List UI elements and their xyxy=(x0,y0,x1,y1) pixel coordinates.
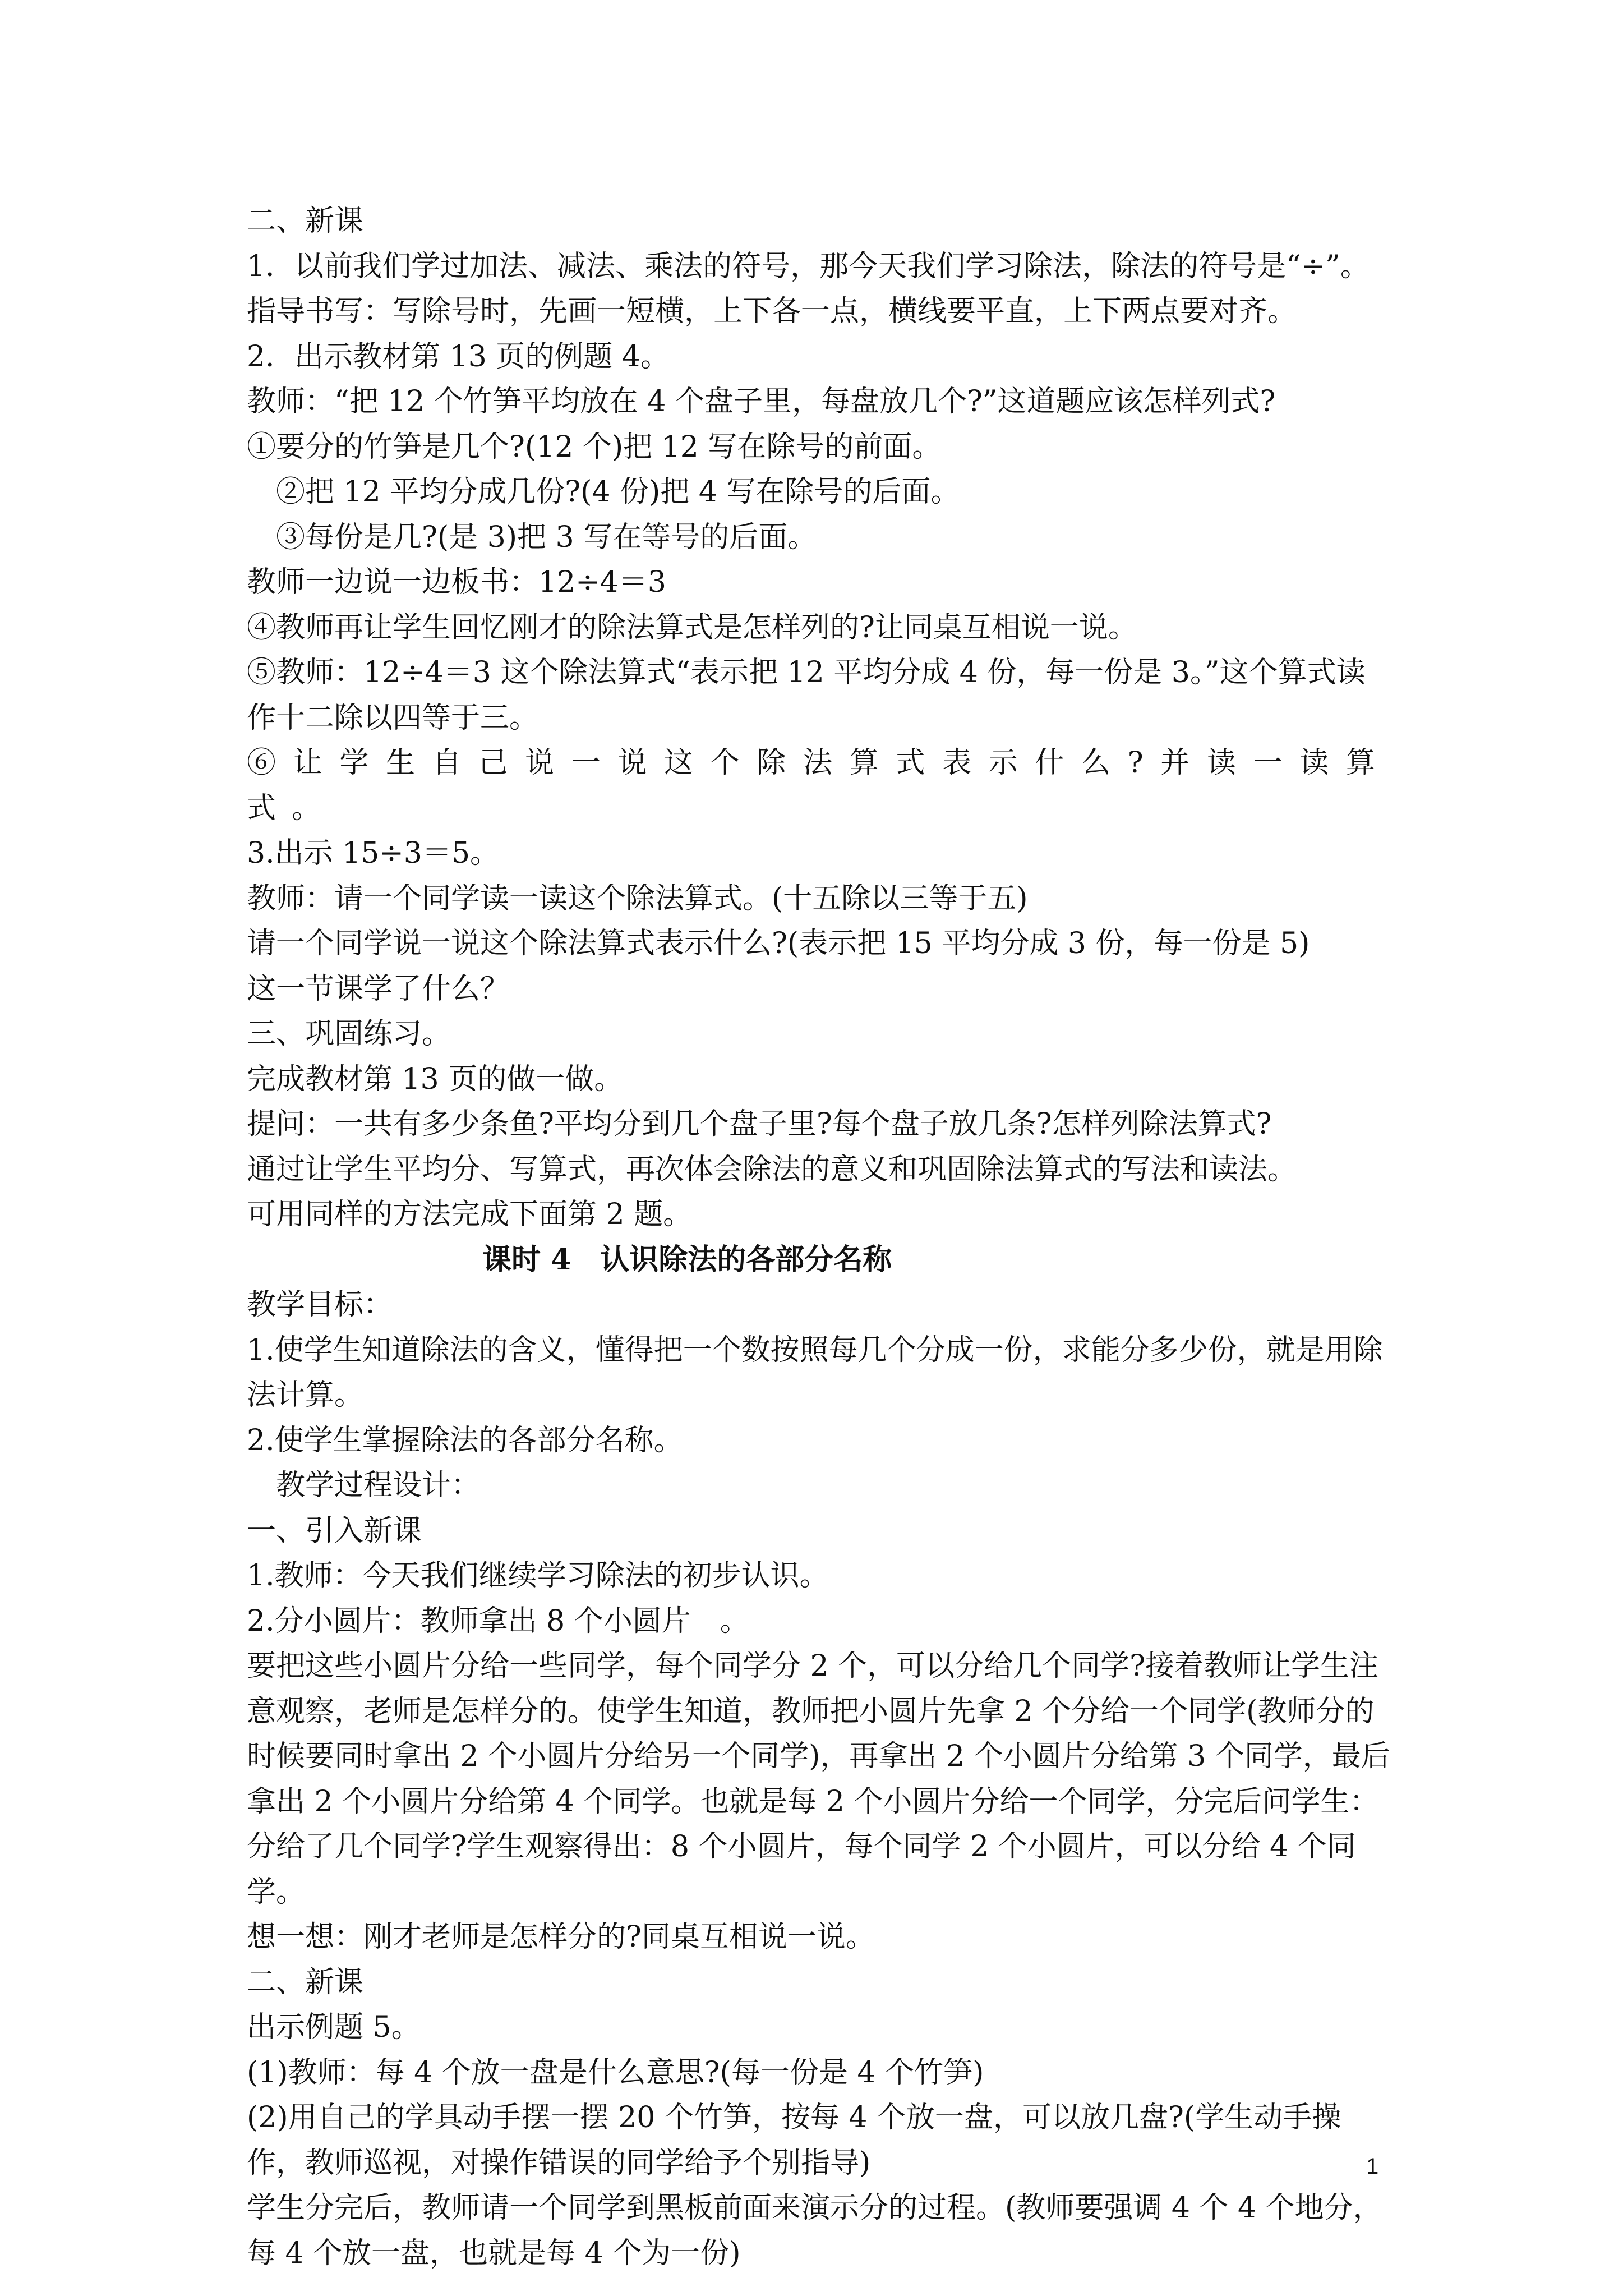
paragraph: ⑥让学生自己说一说这个除法算式表示什么?并读一读算式。 xyxy=(247,746,1391,825)
paragraph: 1．以前我们学过加法、减法、乘法的符号，那今天我们学习除法，除法的符号是“÷”。 xyxy=(247,249,1370,283)
paragraph: 教学目标： xyxy=(247,1288,393,1322)
section-heading-practice: 三、巩固练习。 xyxy=(247,1017,451,1051)
paragraph: 1.使学生知道除法的含义，懂得把一个数按照每几个分成一份，求能分多少份，就是用除法计算。 xyxy=(247,1333,1383,1412)
paragraph: 3.出示 15÷3＝5。 xyxy=(247,836,500,870)
paragraph: 请一个同学说一说这个除法算式表示什么?(表示把 15 平均分成 3 份，每一份是 5) xyxy=(247,927,1310,960)
paragraph: 1.教师：今天我们继续学习除法的初步认识。 xyxy=(247,1559,829,1593)
paragraph: 指导书写：写除号时，先画一短横，上下各一点，横线要平直，上下两点要对齐。 xyxy=(247,295,1297,328)
paragraph: 2．出示教材第 13 页的例题 4。 xyxy=(247,339,670,374)
paragraph: 通过让学生平均分、写算式，再次体会除法的意义和巩固除法算式的写法和读法。 xyxy=(247,1152,1297,1186)
paragraph: ②把 12 平均分成几份?(4 份)把 4 写在除号的后面。 xyxy=(276,475,960,509)
page-number: 1 xyxy=(1366,2154,1379,2179)
paragraph: 2.使学生掌握除法的各部分名称。 xyxy=(247,1423,683,1457)
paragraph: ①要分的竹笋是几个?(12 个)把 12 写在除号的前面。 xyxy=(247,430,942,464)
lesson-title: 课时 4 认识除法的各部分名称 xyxy=(482,1242,892,1277)
paragraph: 学生分完后，教师请一个同学到黑板前面来演示分的过程。(教师要强调 4 个 4 个地分，每 4 个放一盘，也就是每 4 个为一份) xyxy=(247,2191,1382,2270)
paragraph: 教师：请一个同学读一读这个除法算式。(十五除以三等于五) xyxy=(247,881,1028,915)
paragraph: 可用同样的方法完成下面第 2 题。 xyxy=(247,1198,693,1231)
section-heading-new-lesson: 二、新课 xyxy=(247,204,364,238)
section-heading-new-lesson: 二、新课 xyxy=(247,1965,364,1999)
paragraph: 想一想：刚才老师是怎样分的?同桌互相说一说。 xyxy=(247,1920,875,1954)
paragraph: 出示例题 5。 xyxy=(247,2010,421,2044)
paragraph: (2)用自己的学具动手摆一摆 20 个竹笋，按每 4 个放一盘，可以放几盘?(学生动手操作，教师巡视，对操作错误的同学给予个别指导) xyxy=(247,2101,1341,2180)
paragraph: 提问：一共有多少条鱼?平均分到几个盘子里?每个盘子放几条?怎样列除法算式? xyxy=(247,1107,1272,1141)
paragraph: ③每份是几?(是 3)把 3 写在等号的后面。 xyxy=(276,520,817,554)
paragraph: 2.分小圆片：教师拿出 8 个小圆片 。 xyxy=(247,1604,749,1638)
paragraph: 要把这些小圆片分给一些同学，每个同学分 2 个，可以分给几个同学?接着教师让学生注意观察，老师是怎样分的。使学生知道，教师把小圆片先拿 2 个分给一个同学(教师分的时候要同时拿出 2 个小圆片分给另一个同学)，再拿出 2 个小圆片分给第 3 个同学，最后拿出 2 个小圆片分给第 4 个同学。也就是每 2 个小圆片分给一个同学，分完后问学生：分给了几个同学?学生观察得出：8 个小圆片，每个同学 2 个小圆片，可以分给 4 个同学。 xyxy=(247,1649,1390,1909)
paragraph: (1)教师：每 4 个放一盘是什么意思?(每一份是 4 个竹笋) xyxy=(247,2055,984,2090)
paragraph: 教师一边说一边板书：12÷4＝3 xyxy=(247,565,666,599)
paragraph: 教师：“把 12 个竹笋平均放在 4 个盘子里，每盘放几个?”这道题应该怎样列式? xyxy=(247,385,1276,418)
paragraph: 教学过程设计： xyxy=(276,1469,481,1502)
paragraph: 这一节课学了什么？ xyxy=(247,972,510,1006)
paragraph: ④教师再让学生回忆刚才的除法算式是怎样列的?让同桌互相说一说。 xyxy=(247,610,1137,645)
paragraph: ⑤教师：12÷4＝3 这个除法算式“表示把 12 平均分成 4 份，每一份是 3。”这个算式读作十二除以四等于三。 xyxy=(247,656,1366,735)
document-body xyxy=(247,199,1391,2276)
paragraph: 完成教材第 13 页的做一做。 xyxy=(247,1062,624,1096)
section-heading-intro: 一、引入新课 xyxy=(247,1513,422,1548)
